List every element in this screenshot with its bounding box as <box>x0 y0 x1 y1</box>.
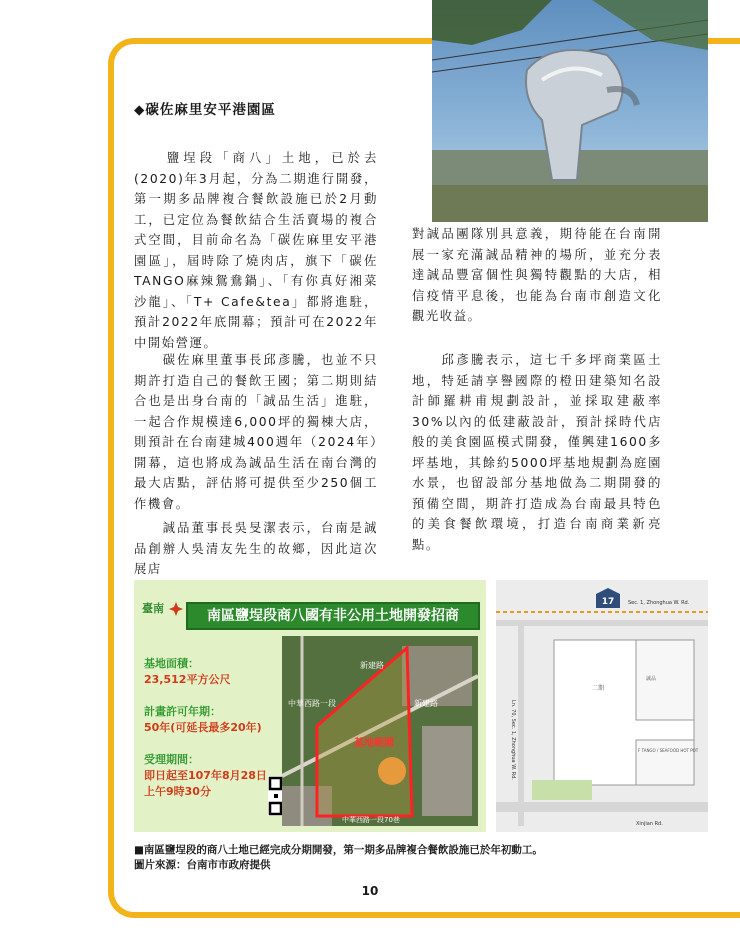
flower-icon <box>168 601 184 617</box>
road-bottom-label: Xinjian Rd. <box>636 821 663 827</box>
road-badge: 17 <box>601 597 615 607</box>
figure-caption <box>134 843 543 873</box>
phase2-label: 二期 <box>592 685 605 692</box>
section-heading: ◆碳佐麻里安平港園區 <box>134 102 276 118</box>
satellite-map <box>282 636 478 826</box>
period-value-2: 上午9時30分 <box>144 785 211 798</box>
road-label-3: 新建路 <box>414 699 438 708</box>
tainan-logo <box>142 600 184 628</box>
sculpture-photo <box>432 0 708 222</box>
road-label-1: 新建路 <box>360 661 384 670</box>
road-left-label: Ln. 70, Sec. 1, Zhonghua W. Rd. <box>510 700 516 780</box>
tango-label: F TANGO / SEAFOOD HOT POT <box>638 748 699 753</box>
term-label: 計畫許可年期： <box>144 705 221 718</box>
site-label: 基地範圍 <box>354 738 394 749</box>
store-label: 誠品 <box>646 676 657 682</box>
road-label-2: 中華西路一段 <box>288 699 336 708</box>
term-value: 50年(可延長最多20年) <box>144 721 262 734</box>
ad-info <box>144 656 267 800</box>
tender-advertisement <box>134 580 486 832</box>
site-plan <box>496 580 708 832</box>
caption-line-1: ■南區鹽埕段的商八土地已經完成分期開發，第一期多品牌複合餐飲設施已於年初動工。 <box>134 844 543 856</box>
page-number: 10 <box>361 884 379 898</box>
paragraph-4: 對誠品團隊別具意義，期待能在台南開展一家充滿誠品精神的場所，並充分表達誠品豐富個性與獨特觀點的大店，相信疫情平息後，也能為台南市創造文化觀光收益。 <box>412 227 662 323</box>
caption-source: 圖片來源：台南市市政府提供 <box>134 859 271 871</box>
area-value: 23,512平方公尺 <box>144 673 231 686</box>
road-label-4: 中華西路一段70巷 <box>342 816 400 824</box>
period-value-1: 即日起至107年8月28日 <box>144 769 267 782</box>
ad-title: 南區鹽埕段商八國有非公用土地開發招商 <box>186 602 480 630</box>
paragraph-5: 邱彥騰表示，這七千多坪商業區土地，特延請享譽國際的橙田建築知名設計師羅耕甫規劃設計，並採取建蔽率30%以內的低建蔽設計，預計採時代店般的美食園區模式開發，僅興建1600多坪基地，其餘約5000坪基地規劃為庭園水景，也留設部分基地做為二期開發的預備空間，期許打造成為台南最具特色的美食餐飲環境，打造台南商業新亮點。 <box>412 353 662 552</box>
area-label: 基地面積： <box>144 657 199 670</box>
road-top-label: Sec. 1, Zhonghua W. Rd. <box>628 600 690 606</box>
logo-text: 臺南 <box>142 602 164 615</box>
paragraph-3: 誠品董事長吳旻潔表示，台南是誠品創辦人吳清友先生的故鄉，因此這次展店 <box>134 521 378 576</box>
period-label: 受理期間： <box>144 753 199 766</box>
paragraph-2: 碳佐麻里董事長邱彥騰，也並不只期許打造自己的餐飲王國；第二期則結合也是出身台南的「誠品生活」進駐，一起合作規模達6,000坪的獨棟大店，則預計在台南建城400週年（2024年）開幕，這也將成為誠品生活在南台灣的最大店點，評估將可提供至少250個工作機會。 <box>134 353 378 511</box>
paragraph-1: 鹽埕段「商八」土地，已於去(2020)年3月起，分為二期進行開發，第一期多品牌複合餐飲設施已於2月動工，已定位為餐飲結合生活賣場的複合式空間，目前命名為「碳佐麻里安平港園區」，屆時除了燒肉店，旗下「碳佐TANGO麻辣鴛鴦鍋」、「有你真好湘菜沙龍」、「T+ Cafe&tea」都將進駐，預計2022年底開幕；預計可在2022年中開始營運。 <box>134 151 378 350</box>
